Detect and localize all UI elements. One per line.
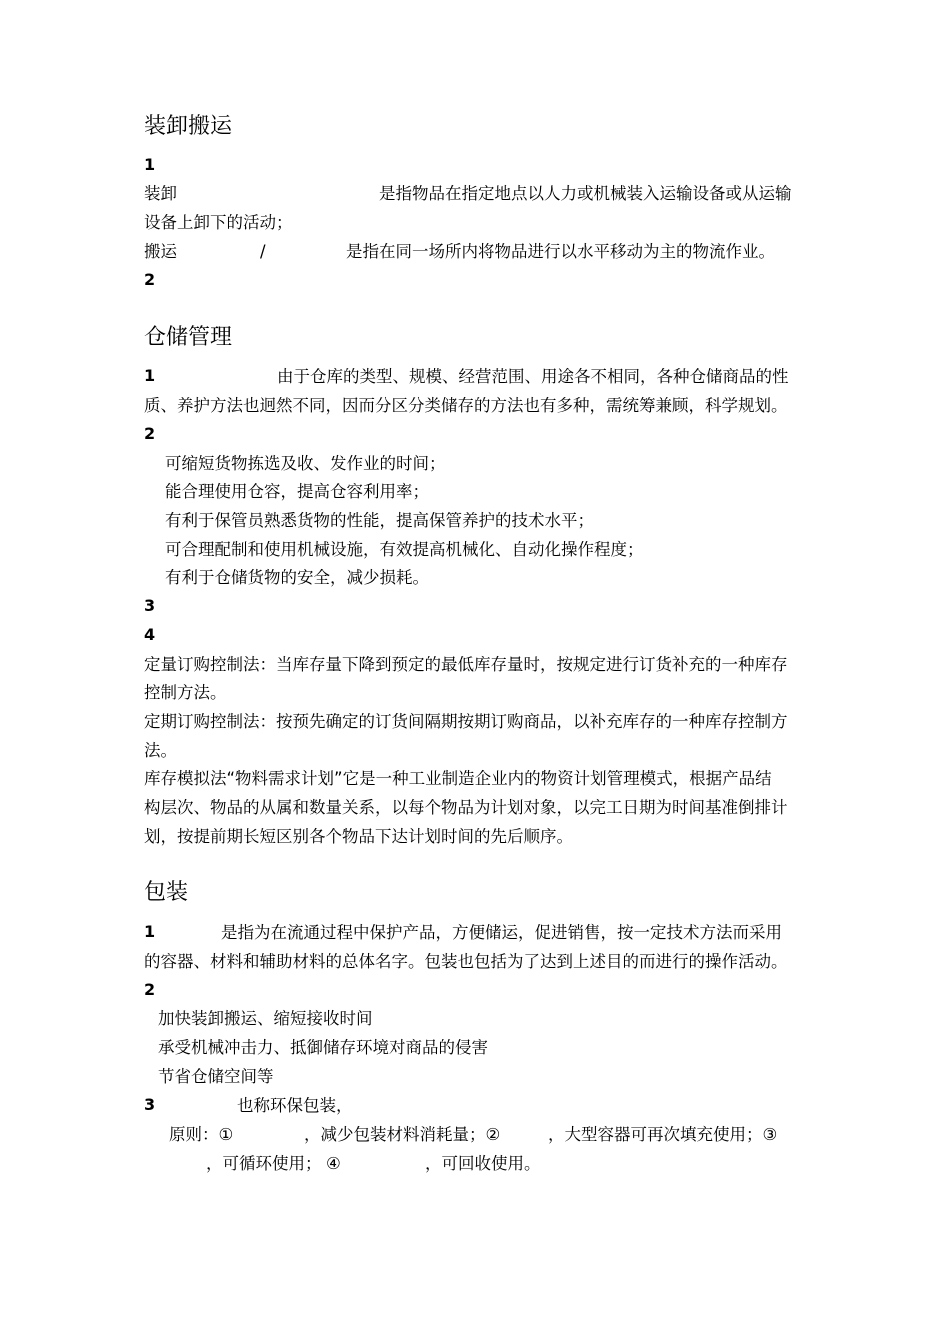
paragraph-line: 法。 [144, 741, 177, 760]
list-item: 能合理使用仓容，提高仓容利用率； [165, 482, 429, 501]
heading-warehouse-management: 仓储管理 [144, 325, 233, 350]
item-number: 2 [144, 424, 156, 443]
item-number: 2 [144, 270, 156, 289]
list-item: 可合理配制和使用机械设施，有效提高机械化、自动化操作程度； [165, 540, 644, 559]
heading-packaging: 包装 [144, 880, 189, 905]
paragraph-line: 库存模拟法“物料需求计划”它是一种工业制造企业内的物资计划管理模式，根据产品结 [144, 769, 772, 788]
principle-text: ，大型容器可再次填充使用；③ [548, 1125, 778, 1144]
item-number: 2 [144, 980, 156, 999]
principle-text: ，可循环使用； [206, 1154, 322, 1173]
item-number: 3 [144, 596, 156, 615]
definition-loading: 是指物品在指定地点以人力或机械装入运输设备或从运输 [379, 184, 792, 203]
definition-handling: 是指在同一场所内将物品进行以水平移动为主的物流作业。 [346, 242, 775, 261]
paragraph-line: 是指为在流通过程中保护产品，方便储运，促进销售，按一定技术方法而采用 [221, 923, 782, 942]
item-number: 3 [144, 1095, 156, 1114]
paragraph-line: 划，按提前期长短区别各个物品下达计划时间的先后顺序。 [144, 827, 573, 846]
paragraph-line: 构层次、物品的从属和数量关系，以每个物品为计划对象，以完工日期为时间基准倒排计 [144, 798, 788, 817]
paragraph-line: 由于仓库的类型、规模、经营范围、用途各不相同，各种仓储商品的性 [277, 367, 789, 386]
paragraph-line: 的容器、材料和辅助材料的总体名字。包装也包括为了达到上述目的而进行的操作活动。 [144, 952, 788, 971]
item-number: 1 [144, 155, 156, 174]
term-loading: 装卸 [144, 184, 177, 203]
definition-loading-cont: 设备上卸下的活动； [144, 213, 293, 232]
paragraph-line: 也称环保包装， [237, 1096, 353, 1115]
item-number: 4 [144, 625, 156, 644]
list-item: 节省仓储空间等 [158, 1067, 274, 1086]
paragraph-line: 定期订购控制法：按预先确定的订货间隔期按期订购商品，以补充库存的一种库存控制方 [144, 712, 788, 731]
heading-loading-handling: 装卸搬运 [144, 114, 233, 139]
list-item: 有利于仓储货物的安全，减少损耗。 [165, 568, 429, 587]
principle-marker: ④ [326, 1154, 341, 1173]
principle-label: 原则：① [169, 1125, 234, 1144]
principle-text: ，可回收使用。 [425, 1154, 541, 1173]
principle-text: ，减少包装材料消耗量；② [304, 1125, 501, 1144]
list-item: 加快装卸搬运、缩短接收时间 [158, 1009, 373, 1028]
slash-separator: / [260, 242, 266, 261]
paragraph-line: 质、养护方法也迥然不同，因而分区分类储存的方法也有多种，需统筹兼顾，科学规划。 [144, 396, 788, 415]
list-item: 承受机械冲击力、抵御储存环境对商品的侵害 [158, 1038, 488, 1057]
item-number: 1 [144, 922, 156, 941]
paragraph-line: 定量订购控制法：当库存量下降到预定的最低库存量时，按规定进行订货补充的一种库存 [144, 655, 788, 674]
list-item: 可缩短货物拣选及收、发作业的时间； [165, 454, 446, 473]
list-item: 有利于保管员熟悉货物的性能，提高保管养护的技术水平； [165, 511, 594, 530]
paragraph-line: 控制方法。 [144, 683, 227, 702]
item-number: 1 [144, 366, 156, 385]
term-handling: 搬运 [144, 242, 177, 261]
